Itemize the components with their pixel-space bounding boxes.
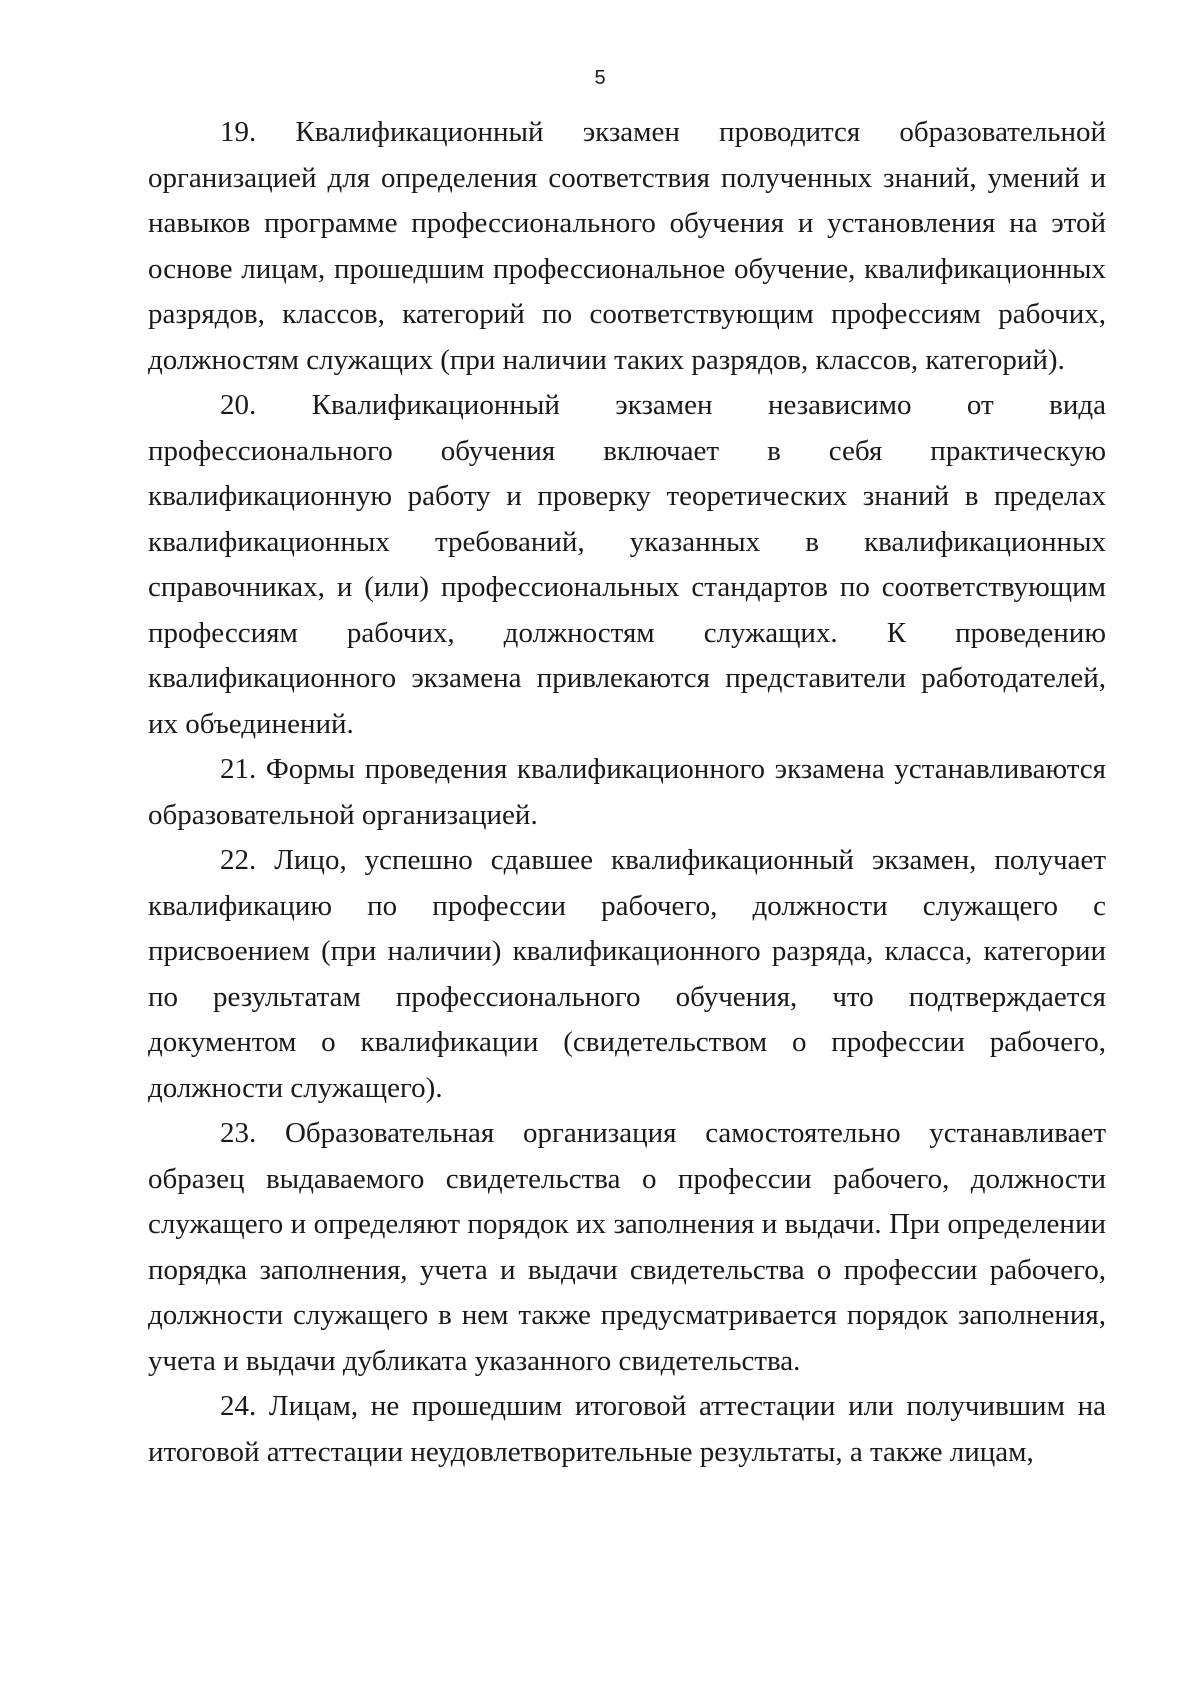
paragraph-19: 19. Квалификационный экзамен проводится образовательной организацией для определения соответствия полученных знаний, умений и навыков программе профессионального обучения и установления на этой основе лицам, прошедшим профессиональное обучение, квалификационных разрядов, классов, категорий по соответствующим профессиям рабочих, должностям служащих (при наличии таких разрядов, классов, категорий). [148,116,1106,376]
paragraph-23: 23. Образовательная организация самостоятельно устанавливает образец выдаваемого свидетельства о профессии рабочего, должности служащего и определяют порядок их заполнения и выдачи. При определении порядка заполнения, учета и выдачи свидетельства о профессии рабочего, должности служащего в нем также предусматривается порядок заполнения, учета и выдачи дубликата указанного свидетельства. [148,1117,1106,1377]
paragraph-20: 20. Квалификационный экзамен независимо от вида профессионального обучения включает в себя практическую квалификационную работу и проверку теоретических знаний в пределах квалификационных требований, указанных в квалификационных справочниках, и (или) профессиональных стандартов по соответствующим профессиям рабочих, должностям служащих. К проведению квалификационного экзамена привлекаются представители работодателей, их объединений. [148,389,1106,740]
paragraph-22: 22. Лицо, успешно сдавшее квалификационный экзамен, получает квалификацию по профессии рабочего, должности служащего с присвоением (при наличии) квалификационного разряда, класса, категории по результатам профессионального обучения, что подтверждается документом о квалификации (свидетельством о профессии рабочего, должности служащего). [148,844,1106,1104]
document-body [148,110,1106,1475]
page-number: 5 [594,67,606,89]
paragraph-21: 21. Формы проведения квалификационного экзамена устанавливаются образовательной организацией. [148,753,1106,831]
paragraph-24: 24. Лицам, не прошедшим итоговой аттестации или получившим на итоговой аттестации неудовлетворительные результаты, а также лицам, [148,1390,1106,1468]
